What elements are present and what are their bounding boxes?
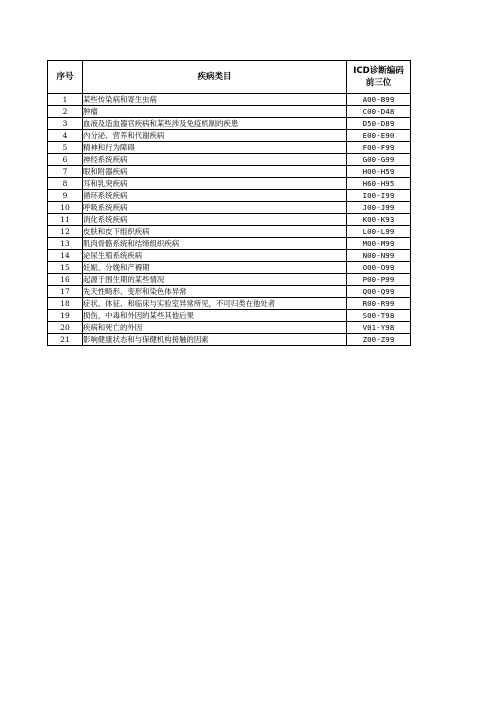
- header-num: 序号: [48, 61, 83, 94]
- row-code: A00-B99: [347, 94, 411, 106]
- row-code: R00-R99: [347, 298, 411, 310]
- row-num: 7: [48, 166, 83, 178]
- row-code: V01-Y98: [347, 322, 411, 334]
- row-code: O00-O99: [347, 262, 411, 274]
- row-num: 1: [48, 94, 83, 106]
- row-code: J00-J99: [347, 202, 411, 214]
- row-code: S00-T98: [347, 310, 411, 322]
- row-category: 起源于围生期的某些情况: [83, 274, 347, 286]
- header-code: [347, 61, 411, 94]
- table-row: [48, 298, 411, 310]
- row-num: 8: [48, 178, 83, 190]
- table-row: [48, 118, 411, 130]
- row-code: K00-K93: [347, 214, 411, 226]
- table-row: [48, 238, 411, 250]
- row-category: 循环系统疾病: [83, 190, 347, 202]
- table-row: [48, 130, 411, 142]
- table-row: [48, 190, 411, 202]
- row-code: C00-D48: [347, 106, 411, 118]
- row-category: 肌肉骨骼系统和结缔组织疾病: [83, 238, 347, 250]
- header-category: 疾病类目: [83, 61, 347, 94]
- row-category: 皮肤和皮下组织疾病: [83, 226, 347, 238]
- row-num: 19: [48, 310, 83, 322]
- row-num: 17: [48, 286, 83, 298]
- table-row: [48, 142, 411, 154]
- row-code: N00-N99: [347, 250, 411, 262]
- row-code: I00-I99: [347, 190, 411, 202]
- table-row: [48, 322, 411, 334]
- table-row: [48, 214, 411, 226]
- table-row: [48, 274, 411, 286]
- table-row: [48, 226, 411, 238]
- row-num: 12: [48, 226, 83, 238]
- row-category: 眼和附器疾病: [83, 166, 347, 178]
- table-row: [48, 286, 411, 298]
- row-code: H60-H95: [347, 178, 411, 190]
- table-row: [48, 94, 411, 106]
- row-code: E00-E90: [347, 130, 411, 142]
- row-num: 9: [48, 190, 83, 202]
- row-category: 泌尿生殖系统疾病: [83, 250, 347, 262]
- row-category: 内分泌、营养和代谢疾病: [83, 130, 347, 142]
- row-num: 15: [48, 262, 83, 274]
- header-code-line1: ICD诊断编码: [353, 66, 404, 76]
- row-num: 14: [48, 250, 83, 262]
- row-category: 某些传染病和寄生虫病: [83, 94, 347, 106]
- row-code: L00-L99: [347, 226, 411, 238]
- icd-table: [47, 60, 411, 346]
- row-num: 13: [48, 238, 83, 250]
- table-row: [48, 334, 411, 346]
- row-code: Z00-Z99: [347, 334, 411, 346]
- row-num: 16: [48, 274, 83, 286]
- row-code: G00-G99: [347, 154, 411, 166]
- row-num: 18: [48, 298, 83, 310]
- row-code: D50-D89: [347, 118, 411, 130]
- row-num: 6: [48, 154, 83, 166]
- row-num: 3: [48, 118, 83, 130]
- row-num: 11: [48, 214, 83, 226]
- row-category: 影响健康状态和与保健机构接触的因素: [83, 334, 347, 346]
- row-code: M00-M99: [347, 238, 411, 250]
- table-row: [48, 310, 411, 322]
- table-body: [48, 94, 411, 346]
- table-row: [48, 202, 411, 214]
- row-num: 21: [48, 334, 83, 346]
- table-row: [48, 262, 411, 274]
- row-code: H00-H59: [347, 166, 411, 178]
- row-num: 20: [48, 322, 83, 334]
- table-row: [48, 178, 411, 190]
- header-row: [48, 61, 411, 94]
- row-num: 10: [48, 202, 83, 214]
- table-row: [48, 106, 411, 118]
- table-row: [48, 166, 411, 178]
- row-category: 神经系统疾病: [83, 154, 347, 166]
- row-category: 血液及造血器官疾病和某些涉及免疫机制的疾患: [83, 118, 347, 130]
- table-row: [48, 154, 411, 166]
- row-num: 5: [48, 142, 83, 154]
- row-category: 症状、体征、和临床与实验室异常所见，不可归类在他处者: [83, 298, 347, 310]
- row-category: 肿瘤: [83, 106, 347, 118]
- row-category: 耳和乳突疾病: [83, 178, 347, 190]
- row-category: 消化系统疾病: [83, 214, 347, 226]
- row-code: Q00-Q99: [347, 286, 411, 298]
- row-code: F00-F99: [347, 142, 411, 154]
- row-category: 疾病和死亡的外因: [83, 322, 347, 334]
- row-category: 损伤、中毒和外因的某些其他后果: [83, 310, 347, 322]
- row-num: 2: [48, 106, 83, 118]
- row-category: 妊娠、分娩和产褥期: [83, 262, 347, 274]
- header-code-line2: 前三位: [365, 78, 392, 88]
- row-code: P00-P99: [347, 274, 411, 286]
- row-category: 呼吸系统疾病: [83, 202, 347, 214]
- row-num: 4: [48, 130, 83, 142]
- table-row: [48, 250, 411, 262]
- row-category: 先天性畸形、变形和染色体异常: [83, 286, 347, 298]
- row-category: 精神和行为障碍: [83, 142, 347, 154]
